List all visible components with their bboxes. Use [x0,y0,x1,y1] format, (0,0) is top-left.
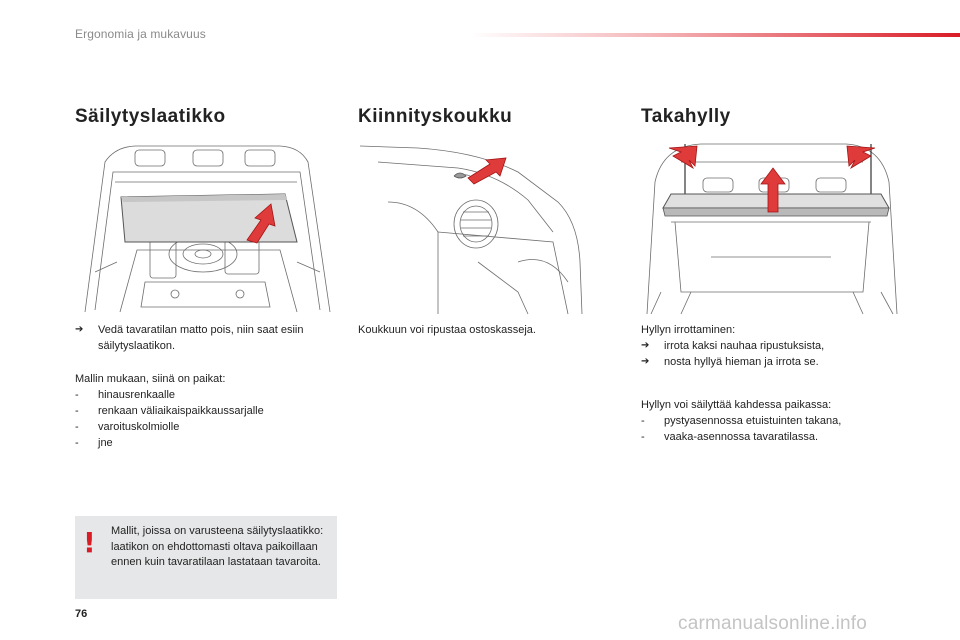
hook-illustration [358,142,584,316]
list-item: irrota kaksi nauhaa ripustuksista, [664,340,825,352]
parcel-shelf-heading: Takahylly [641,106,731,127]
parcel-shelf-drawing [641,142,903,316]
list-item: varoituskolmiolle [98,421,180,433]
boot-hook-drawing [358,142,584,316]
hook-heading: Kiinnityskoukku [358,106,513,127]
list-item: nosta hyllyä hieman ja irrota se. [664,356,819,368]
removal-intro: Hyllyn irrottaminen: [641,324,736,336]
storage-box-instruction: ➔ Vedä tavaratilan matto pois, niin saat esiin säilytyslaatikon. [75,324,304,352]
parcel-shelf-illustration [641,142,903,316]
parcel-shelf-removal [641,322,903,370]
list-item: hinausrenkaalle [98,389,176,401]
warning-box [75,516,337,599]
list-item: renkaan väliaikaispaikkaussarjalle [98,405,264,417]
warning-text: Mallit, joissa on varusteena säilytyslaatikko: laatikon on ehdottomasti oltava paikoillaan ennen kuin tavaratilaan lastataan tavaroita. [111,525,324,568]
list-item: vaaka-asennossa tavaratilassa. [664,431,819,443]
bullet-icon: ➔ [641,340,650,351]
storage-intro: Hyllyn voi säilyttää kahdessa paikassa: [641,399,832,411]
section-title: Ergonomia ja mukavuus [75,27,206,41]
warning-exclamation-icon: ! [83,526,96,559]
storage-box-intro: Mallin mukaan, siinä on paikat: [75,373,226,385]
storage-box-illustration [75,142,337,316]
page-number: 76 [75,608,88,620]
hook-text: Koukkuun voi ripustaa ostoskasseja. [358,324,536,336]
storage-box-list: Mallin mukaan, siinä on paikat: - hinausrenkaalle - renkaan väliaikaispaikkaussarjalle - varoituskolmiolle - jne [75,371,337,451]
parcel-shelf-storage: Hyllyn voi säilyttää kahdessa paikassa: - pystyasennossa etuistuinten takana, - vaaka-asennossa tavaratilassa. [641,397,903,445]
header-accent-line [470,33,960,37]
list-item: jne [98,437,113,449]
bullet-icon: ➔ [641,356,650,367]
boot-storage-box-drawing [75,142,337,316]
storage-box-heading: Säilytyslaatikko [75,106,226,127]
bullet-icon: ➔ [75,324,84,335]
watermark: carmanualsonline.info [678,613,868,634]
list-item: pystyasennossa etuistuinten takana, [664,415,842,427]
